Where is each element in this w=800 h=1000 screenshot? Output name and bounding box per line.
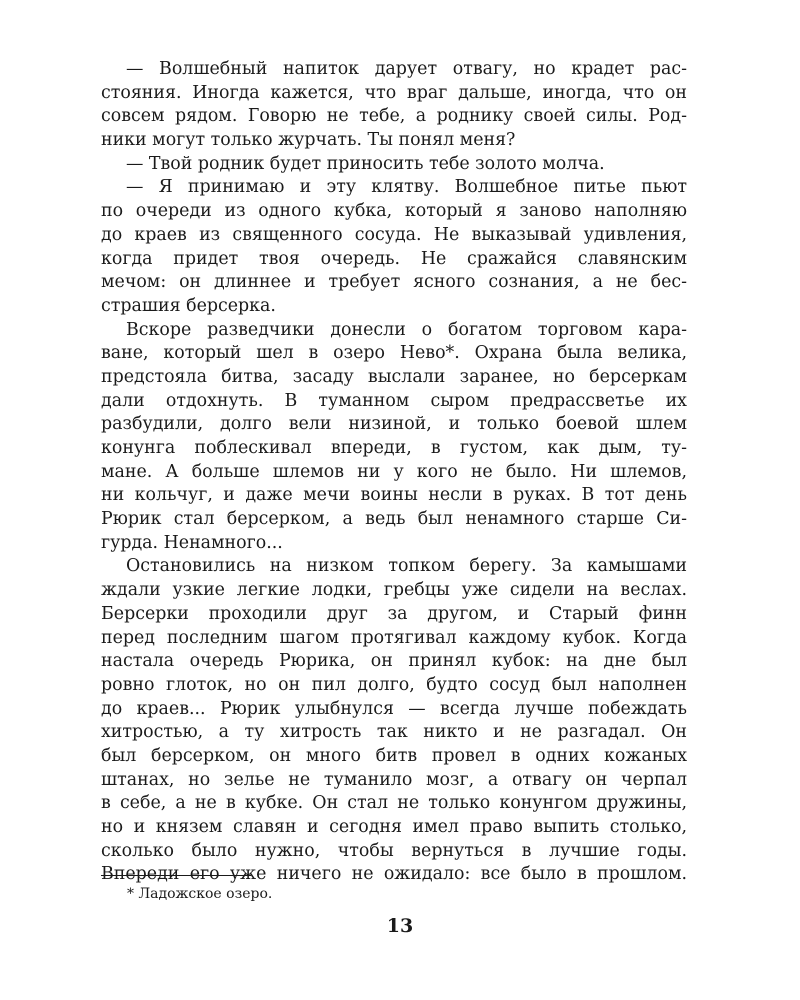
page-body-text [101, 58, 687, 887]
text-line: совсем рядом. Говорю не тебе, а роднику своей силы. Род- [101, 106, 687, 127]
text-line: ровно глоток, но он пил долго, будто сосуд был наполнен [101, 674, 687, 695]
text-line: до краев... Рюрик улыбнулся — всегда лучше побеждать [101, 698, 687, 719]
text-line: Рюрик стал берсерком, а ведь был ненамного старше Си- [101, 509, 687, 530]
text-line: хитростью, а ту хитрость так никто и не разгадал. Он [101, 722, 687, 743]
text-line: но и князем славян и сегодня имел право выпить столько, [101, 817, 687, 837]
text-line: в себе, а не в кубке. Он стал не только конунгом дружины, [101, 793, 687, 814]
text-line: ване, который шел в озеро Нево*. Охрана была велика, [101, 343, 687, 364]
text-line: когда придет твоя очередь. Не сражайся славянским [101, 248, 687, 269]
text-line: настала очередь Рюрика, он принял кубок: на дне был [101, 651, 687, 672]
text-line: предстояла битва, засаду выслали заранее, но берсеркам [101, 366, 687, 387]
text-line: страшия берсерка. [101, 295, 276, 316]
text-line: ждали узкие легкие лодки, гребцы уже сидели на веслах. [101, 580, 687, 601]
text-line: стояния. Иногда кажется, что враг дальше, иногда, что он [101, 82, 687, 103]
text-line: дали отдохнуть. В туманном сыром предрассветье их [101, 390, 687, 411]
text-line: мане. А больше шлемов ни у кого не было. Ни шлемов, [101, 461, 687, 482]
text-line: штанах, но зелье не туманило мозг, а отвагу он черпал [101, 769, 687, 790]
text-line: ни кольчуг, и даже мечи воины несли в руках. В тот день [101, 485, 687, 506]
text-line: перед последним шагом протягивал каждому кубок. Когда [101, 627, 687, 648]
text-line: Остановились на низком топком берегу. За камышами [126, 556, 687, 577]
text-line: был берсерком, он много битв провел в одних кожаных [101, 745, 687, 766]
text-line: ники могут только журчать. Ты понял меня? [101, 130, 516, 151]
footnote: * Ладожское озеро. [127, 886, 273, 902]
text-line: Впереди его уже ничего не ожидало: все было в прошлом. [101, 864, 687, 885]
page-number: 13 [386, 915, 414, 937]
text-line: мечом: он длиннее и требует ясного сознания, а не бес- [101, 272, 687, 293]
text-line: до краев из священного сосуда. Не выказывай удивления, [101, 224, 687, 245]
text-line: гурда. Ненамного... [101, 532, 283, 553]
text-line: — Я принимаю и эту клятву. Волшебное питье пьют [126, 177, 687, 198]
text-line: по очереди из одного кубка, который я заново наполняю [101, 201, 687, 222]
text-line: — Твой родник будет приносить тебе золото молча. [126, 153, 605, 174]
text-line: конунга поблескивал впереди, в густом, как дым, ту- [101, 438, 687, 458]
text-line: Вскоре разведчики донесли о богатом торговом кара- [126, 319, 687, 340]
text-line: разбудили, долго вели низиной, и только боевой шлем [101, 414, 687, 435]
text-line: Берсерки проходили друг за другом, и Старый финн [101, 603, 687, 624]
footnote-divider [101, 875, 251, 876]
text-line: сколько было нужно, чтобы вернуться в лучшие годы. [101, 840, 687, 861]
text-line: — Волшебный напиток дарует отвагу, но крадет рас- [126, 59, 687, 79]
